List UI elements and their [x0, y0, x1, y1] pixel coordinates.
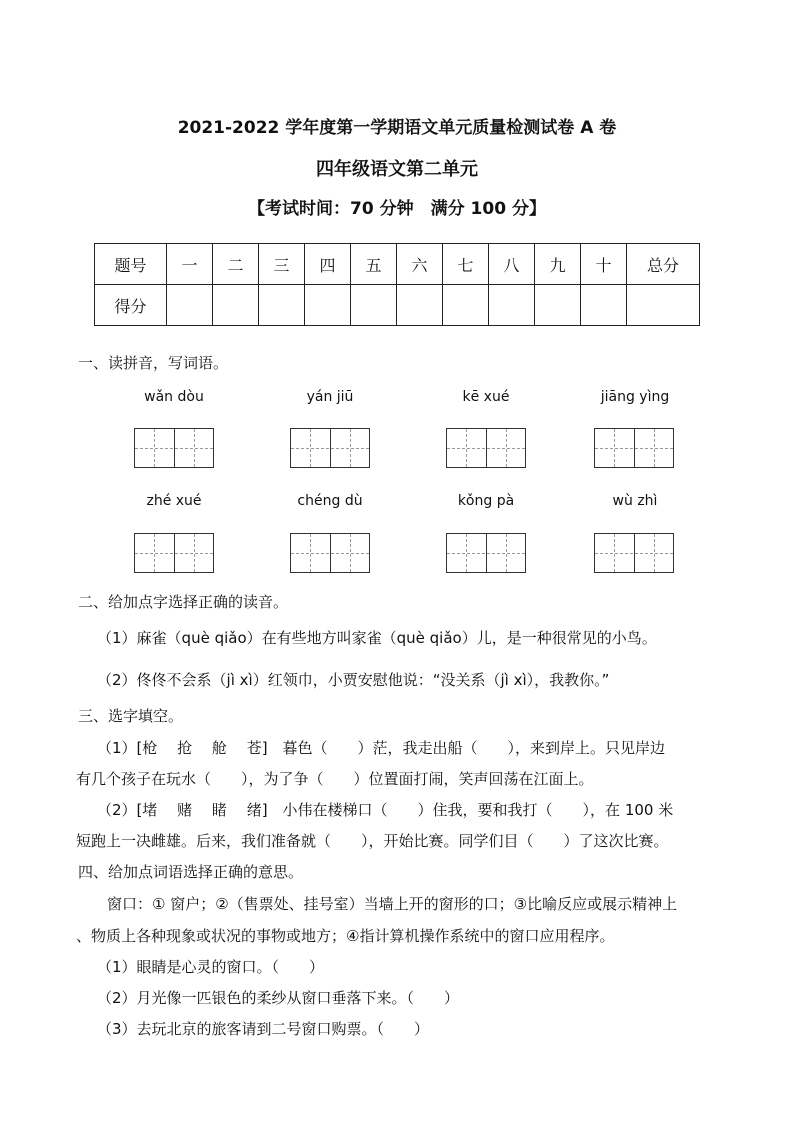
score-table: [94, 243, 700, 326]
writing-grid[interactable]: [290, 428, 370, 468]
writing-grid[interactable]: [134, 533, 214, 573]
score-cell[interactable]: [581, 285, 627, 326]
score-cell[interactable]: [305, 285, 351, 326]
table-cell: 三: [259, 244, 305, 285]
table-cell: 九: [535, 244, 581, 285]
table-cell: 得分: [95, 285, 167, 326]
table-cell: 十: [581, 244, 627, 285]
question-text: （2）佟佟不会系（jì xì）红领巾，小贾安慰他说：“没关系（jì xì），我教你。”: [97, 671, 610, 689]
pinyin-label: chéng dù: [297, 493, 363, 509]
table-cell: 总分: [627, 244, 700, 285]
pinyin-label: wǎn dòu: [144, 389, 204, 405]
question-text: （1）[枪 抢 舱 苍] 暮色（ ）茫，我走出船（ ），来到岸上。只见岸边: [97, 739, 666, 757]
question-text: （3）去玩北京的旅客请到二号窗口购票。（ ）: [97, 1020, 430, 1038]
table-cell: 二: [213, 244, 259, 285]
writing-grid[interactable]: [134, 428, 214, 468]
exam-subtitle: 四年级语文第二单元: [316, 159, 478, 180]
score-table-header-row: [95, 244, 700, 285]
score-cell[interactable]: [489, 285, 535, 326]
section2-heading: 二、给加点字选择正确的读音。: [78, 593, 289, 611]
question-text: 短跑上一决雌雄。后来，我们准备就（ ），开始比赛。同学们目（ ）了这次比赛。: [76, 832, 669, 850]
question-text: （2）[堵 赌 睹 绪] 小伟在楼梯口（ ）住我，要和我打（ ），在 100 米: [97, 801, 674, 819]
exam-info: 【考试时间：70 分钟 满分 100 分】: [248, 199, 546, 219]
pinyin-label: jiāng yìng: [600, 389, 670, 405]
table-cell: 七: [443, 244, 489, 285]
question-text: （2）月光像一匹银色的柔纱从窗口垂落下来。（ ）: [97, 989, 460, 1007]
question-text: （1）眼睛是心灵的窗口。（ ）: [97, 958, 325, 976]
writing-grid[interactable]: [290, 533, 370, 573]
writing-grid[interactable]: [594, 428, 674, 468]
score-cell[interactable]: [259, 285, 305, 326]
section4-heading: 四、给加点词语选择正确的意思。: [78, 863, 304, 881]
section3-heading: 三、选字填空。: [78, 707, 184, 725]
table-cell: 四: [305, 244, 351, 285]
score-cell[interactable]: [443, 285, 489, 326]
score-cell[interactable]: [627, 285, 700, 326]
pinyin-label: kǒng pà: [457, 493, 515, 509]
table-cell: 题号: [95, 244, 167, 285]
section1-heading: 一、读拼音，写词语。: [78, 354, 229, 372]
table-cell: 八: [489, 244, 535, 285]
score-cell[interactable]: [351, 285, 397, 326]
definition-text: 窗口：① 窗户；②（售票处、挂号室）当墙上开的窗形的口；③比喻反应或展示精神上: [107, 895, 678, 913]
score-table-score-row: [95, 285, 700, 326]
score-cell[interactable]: [397, 285, 443, 326]
pinyin-label: zhé xué: [146, 493, 202, 509]
exam-title: 2021-2022 学年度第一学期语文单元质量检测试卷 A 卷: [177, 118, 617, 138]
table-cell: 一: [167, 244, 213, 285]
writing-grid[interactable]: [594, 533, 674, 573]
score-cell[interactable]: [535, 285, 581, 326]
question-text: （1）麻雀（què qiǎo）在有些地方叫家雀（què qiǎo）儿，是一种很常见的小鸟。: [97, 629, 657, 647]
writing-grid[interactable]: [446, 533, 526, 573]
definition-text: 、物质上各种现象或状况的事物或地方；④指计算机操作系统中的窗口应用程序。: [76, 927, 615, 945]
pinyin-label: kē xué: [462, 389, 510, 405]
table-cell: 六: [397, 244, 443, 285]
table-cell: 五: [351, 244, 397, 285]
score-cell[interactable]: [213, 285, 259, 326]
question-text: 有几个孩子在玩水（ ），为了争（ ）位置面打闹，笑声回荡在江面上。: [76, 770, 594, 788]
writing-grid[interactable]: [446, 428, 526, 468]
pinyin-label: yán jiū: [306, 389, 354, 405]
pinyin-label: wù zhì: [612, 493, 658, 509]
score-cell[interactable]: [167, 285, 213, 326]
